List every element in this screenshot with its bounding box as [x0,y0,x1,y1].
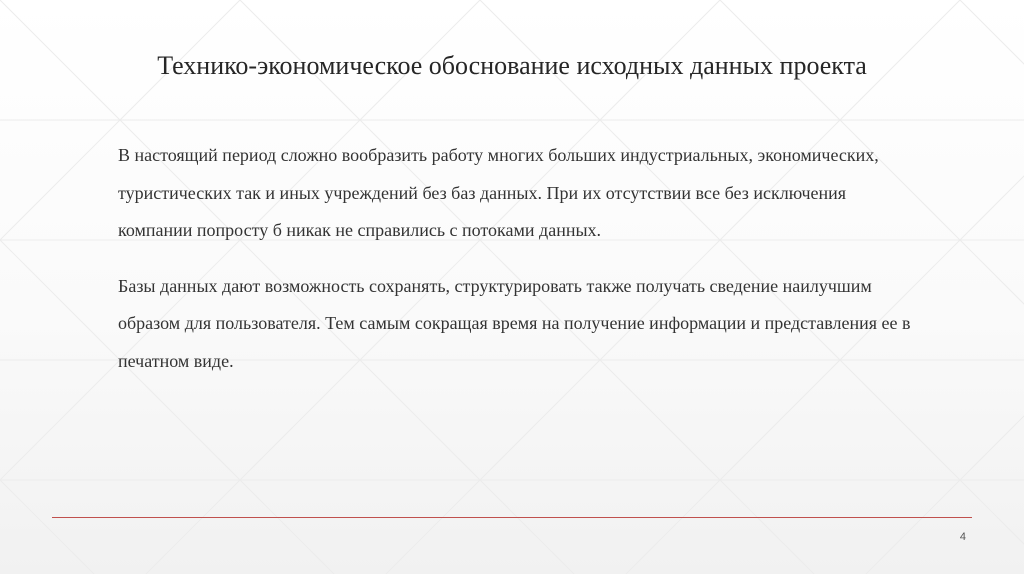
body-paragraph-1: В настоящий период сложно вообразить работу многих больших индустриальных, экономических, туристических так и иных учреждений без баз данных. При их отсутствии все без исключения компании попросту б никак не справились с потоками данных. [118,145,879,240]
slide-body [118,137,918,398]
body-paragraph-2: Базы данных дают возможность сохранять, структурировать также получать сведение наилучшим образом для пользователя. Тем самым сокращая время на получение информации и представления ее в печатном виде. [118,275,911,371]
page-number: 4 [959,531,966,543]
footer-divider [52,517,972,518]
slide-title: Технико-экономическое обоснование исходных данных проекта [157,51,867,80]
